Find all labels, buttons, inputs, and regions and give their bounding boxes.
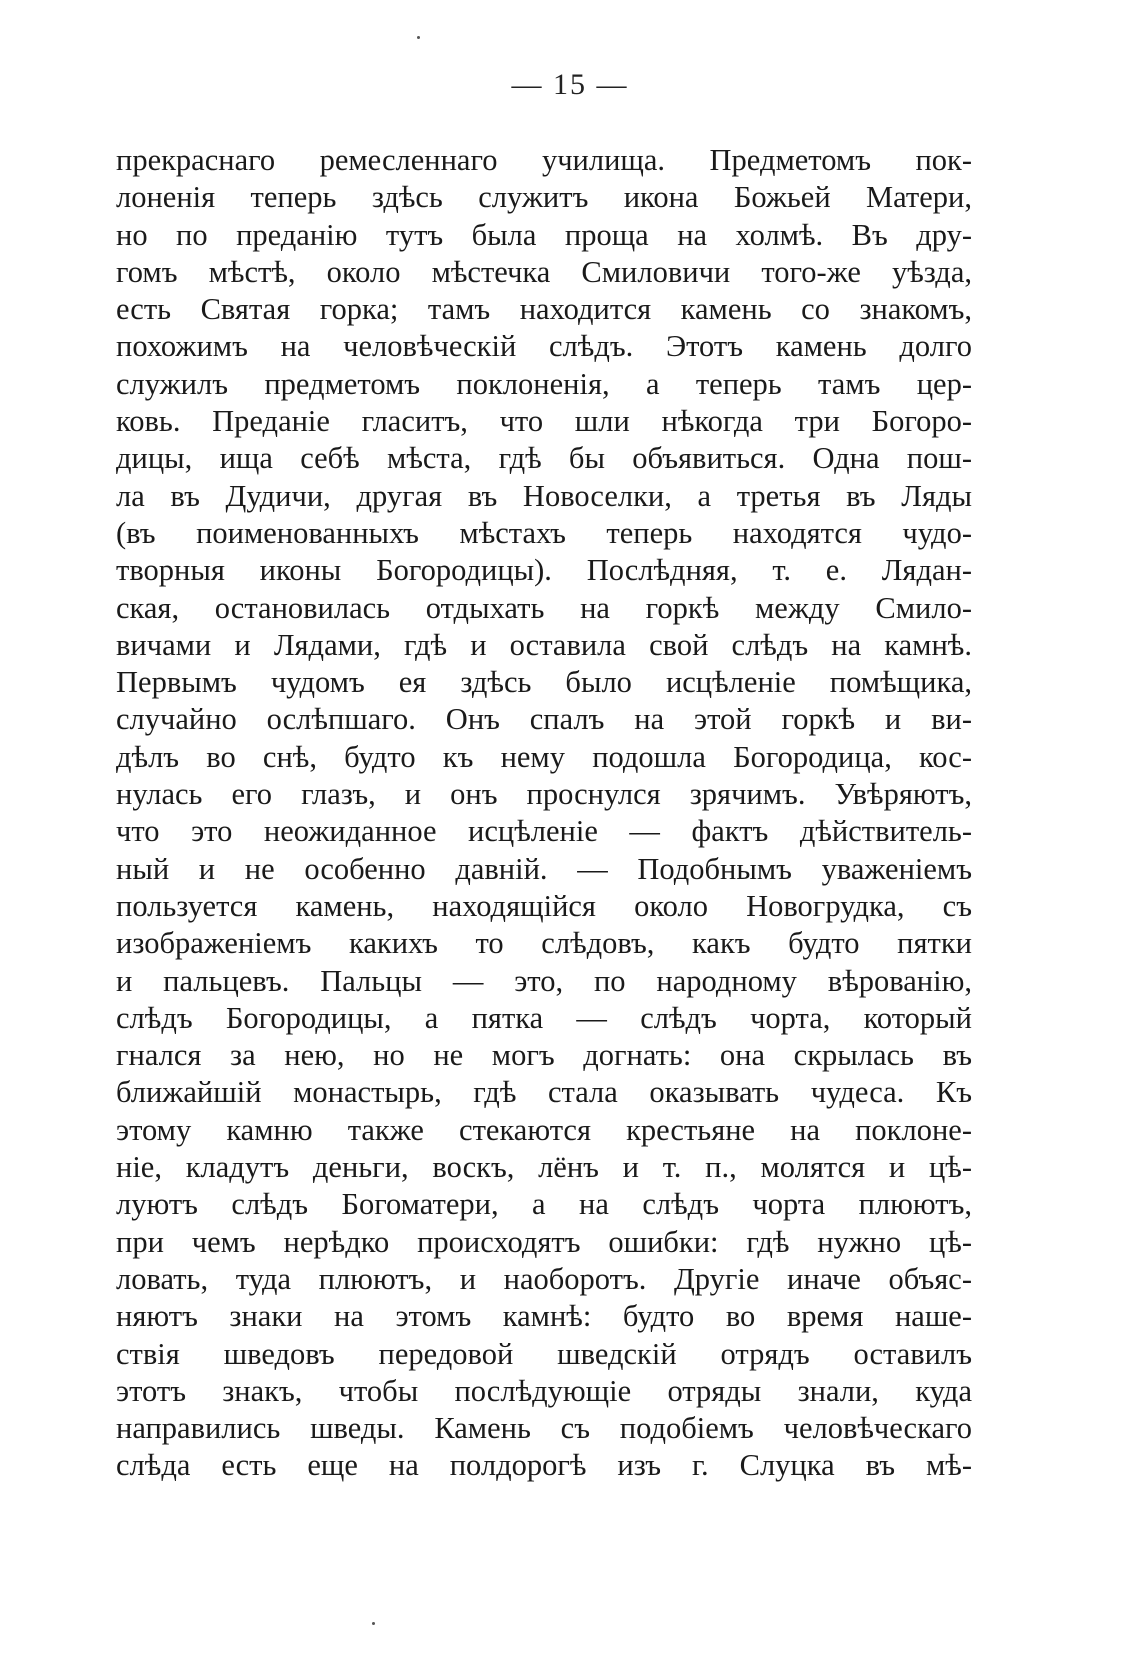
body-text bbox=[116, 142, 972, 1485]
print-speck bbox=[417, 36, 420, 39]
text-line: вичами и Лядами, гдѣ и оставила свой слѣдъ на камнѣ. bbox=[116, 627, 972, 662]
text-line: ла въ Дудичи, другая въ Новоселки, а третья въ Ляды bbox=[116, 478, 972, 513]
text-line: творныя иконы Богородицы). Послѣдняя, т. е. Лядан- bbox=[116, 553, 972, 588]
text-line: ковь. Преданіе гласитъ, что шли нѣкогда три Богоро- bbox=[116, 404, 972, 439]
text-line: слѣдъ Богородицы, а пятка — слѣдъ чорта, который bbox=[116, 1000, 972, 1035]
text-line: похожимъ на человѣческій слѣдъ. Этотъ камень долго bbox=[116, 329, 972, 364]
text-line: луютъ слѣдъ Богоматери, а на слѣдъ чорта плюютъ, bbox=[116, 1187, 972, 1222]
text-line: этотъ знакъ, чтобы послѣдующіе отряды знали, куда bbox=[116, 1373, 972, 1408]
text-line: дицы, ища себѣ мѣста, гдѣ бы объявиться. Одна пош- bbox=[116, 441, 972, 476]
text-line: и пальцевъ. Пальцы — это, по народному вѣрованію, bbox=[116, 963, 972, 998]
text-line: (въ поименованныхъ мѣстахъ теперь находятся чудо- bbox=[116, 515, 972, 550]
text-line: ловать, туда плюютъ, и наоборотъ. Другіе иначе объяс- bbox=[116, 1261, 972, 1296]
text-line: этому камню также стекаются крестьяне на поклоне- bbox=[116, 1112, 972, 1147]
text-line: случайно ослѣпшаго. Онъ спалъ на этой горкѣ и ви- bbox=[116, 702, 972, 737]
text-line: ный и не особенно давній. — Подобнымъ уваженіемъ bbox=[116, 851, 972, 886]
text-line: гомъ мѣстѣ, около мѣстечка Смиловичи того-же уѣзда, bbox=[116, 254, 972, 289]
text-line: что это неожиданное исцѣленіе — фактъ дѣйствитель- bbox=[116, 814, 972, 849]
text-line: Первымъ чудомъ ея здѣсь было исцѣленіе помѣщика, bbox=[116, 665, 972, 700]
text-line: пользуется камень, находящійся около Новогрудка, съ bbox=[116, 888, 972, 923]
text-line: есть Святая горка; тамъ находится камень со знакомъ, bbox=[116, 292, 972, 327]
text-line: ніе, кладутъ деньги, воскъ, лёнъ и т. п., молятся и цѣ- bbox=[116, 1150, 972, 1185]
text-line: изображеніемъ какихъ то слѣдовъ, какъ будто пятки bbox=[116, 926, 972, 961]
text-line: но по преданію тутъ была проща на холмѣ. Въ дру- bbox=[116, 217, 972, 252]
text-line: слѣда есть еще на полдорогѣ изъ г. Слуцка въ мѣ- bbox=[116, 1448, 972, 1483]
text-line: при чемъ нерѣдко происходятъ ошибки: гдѣ нужно цѣ- bbox=[116, 1224, 972, 1259]
text-line: дѣлъ во снѣ, будто къ нему подошла Богородица, кос- bbox=[116, 739, 972, 774]
text-line: лоненія теперь здѣсь служитъ икона Божьей Матери, bbox=[116, 180, 972, 215]
text-line: прекраснаго ремесленнаго училища. Предметомъ пок- bbox=[116, 143, 972, 177]
print-speck bbox=[372, 1622, 375, 1625]
text-line: нулась его глазъ, и онъ проснулся зрячимъ. Увѣряютъ, bbox=[116, 777, 972, 812]
text-line: ствія шведовъ передовой шведскій отрядъ оставилъ bbox=[116, 1336, 972, 1371]
text-line: направились шведы. Камень съ подобіемъ человѣческаго bbox=[116, 1411, 972, 1446]
text-line: гнался за нею, но не могъ догнать: она скрылась въ bbox=[116, 1038, 972, 1073]
page-number: — 15 — bbox=[511, 68, 629, 101]
text-line: служилъ предметомъ поклоненія, а теперь тамъ цер- bbox=[116, 366, 972, 401]
text-line: няютъ знаки на этомъ камнѣ: будто во время наше- bbox=[116, 1299, 972, 1334]
text-line: ская, остановилась отдыхать на горкѣ между Смило- bbox=[116, 590, 972, 625]
text-line: ближайшій монастырь, гдѣ стала оказывать чудеса. Къ bbox=[116, 1075, 972, 1110]
